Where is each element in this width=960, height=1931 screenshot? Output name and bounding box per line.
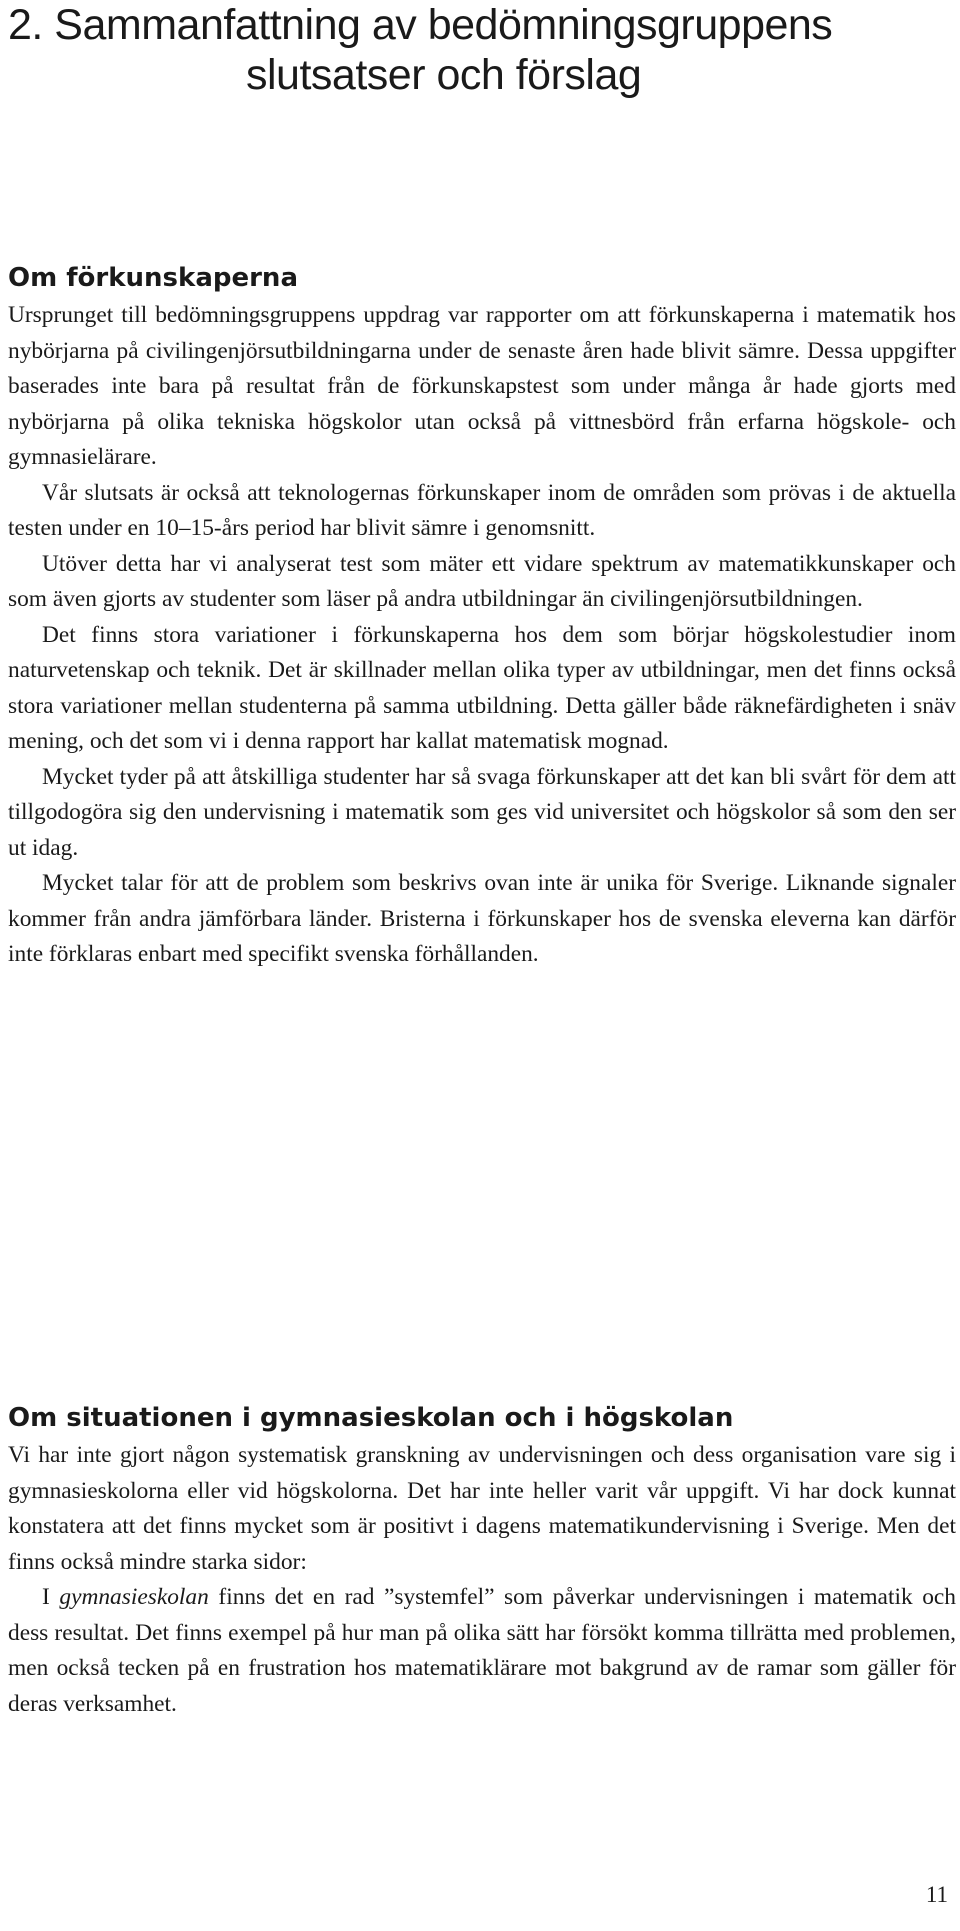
paragraph: Mycket talar för att de problem som beskrivs ovan inte är unika för Sverige. Liknande signaler kommer från andra jämförbara länder. Bristerna i förkunskaper hos de svenska eleverna kan därför inte förklaras enbart med specifikt svenska förhållanden. [8,870,956,967]
paragraph: Vår slutsats är också att teknologernas förkunskaper inom de områden som prövas i de aktuella testen under en 10–15-års period har blivit sämre i genomsnitt. [8,479,956,541]
paragraph: Vi har inte gjort någon systematisk granskning av undervisningen och dess organisation vare sig i gymnasieskolorna eller vid högskolorna. Det har inte heller varit vår uppgift. Vi har dock kunnat konstatera att det finns mycket som är positivt i dagens matematikundervisning i Sverige. Men det finns också mindre starka sidor: [8,1442,956,1575]
paragraph-text: finns det en rad ”systemfel” som påverkar undervisningen i matematik och dess resultat. Det finns exempel på hur man på olika sätt har försökt komma tillrätta med problemen, men också tecken på en frustration hos matematiklärare mot bakgrund av de ramar som gäller för deras verksamhet. [8,1584,956,1717]
emphasis-term: gymnasieskolan [59,1584,209,1610]
paragraph: Ursprunget till bedömningsgruppens uppdrag var rapporter om att förkunskaperna i matematik hos nybörjarna på civilingenjörsutbildningarna under de senaste åren hade blivit sämre. Dessa uppgifter baserades inte bara på resultat från de förkunskapstest som under många år hade gjorts med nybörjarna på olika tekniska högskolor utan också på vittnesbörd från erfarna högskole- och gymnasielärare. [8,302,956,470]
paragraph: Det finns stora variationer i förkunskaperna hos dem som börjar högskolestudier inom naturvetenskap och teknik. Det är skillnader mellan olika typer av utbildningar, men det finns också stora variationer mellan studenterna på samma utbildning. Detta gäller både räknefärdigheten i snäv mening, och det som vi i denna rapport har kallat matematisk mognad. [8,621,956,754]
section-heading-forkunskaperna: Om förkunskaperna [8,263,298,293]
page-number: 11 [925,1882,948,1907]
chapter-title-line-1: 2. Sammanfattning av bedömningsgruppens [8,1,833,49]
section-heading-situationen: Om situationen i gymnasieskolan och i högskolan [8,1403,734,1433]
paragraph: Mycket tyder på att åtskilliga studenter har så svaga förkunskaper att det kan bli svårt för dem att tillgodogöra sig den undervisning i matematik som ges vid universitet och högskolor så som den ser ut idag. [8,763,956,861]
chapter-title [8,0,948,100]
paragraph [8,1580,956,1722]
paragraph-prefix: I [42,1584,60,1610]
chapter-title-line-2: slutsatser och förslag [246,51,642,99]
section-body-forkunskaperna [8,298,956,973]
paragraph: Utöver detta har vi analyserat test som mäter ett vidare spektrum av matematikkunskaper och som även gjorts av studenter som läser på andra utbildningar än civilingenjörsutbildningen. [8,550,956,612]
section-body-situationen [8,1438,956,1722]
